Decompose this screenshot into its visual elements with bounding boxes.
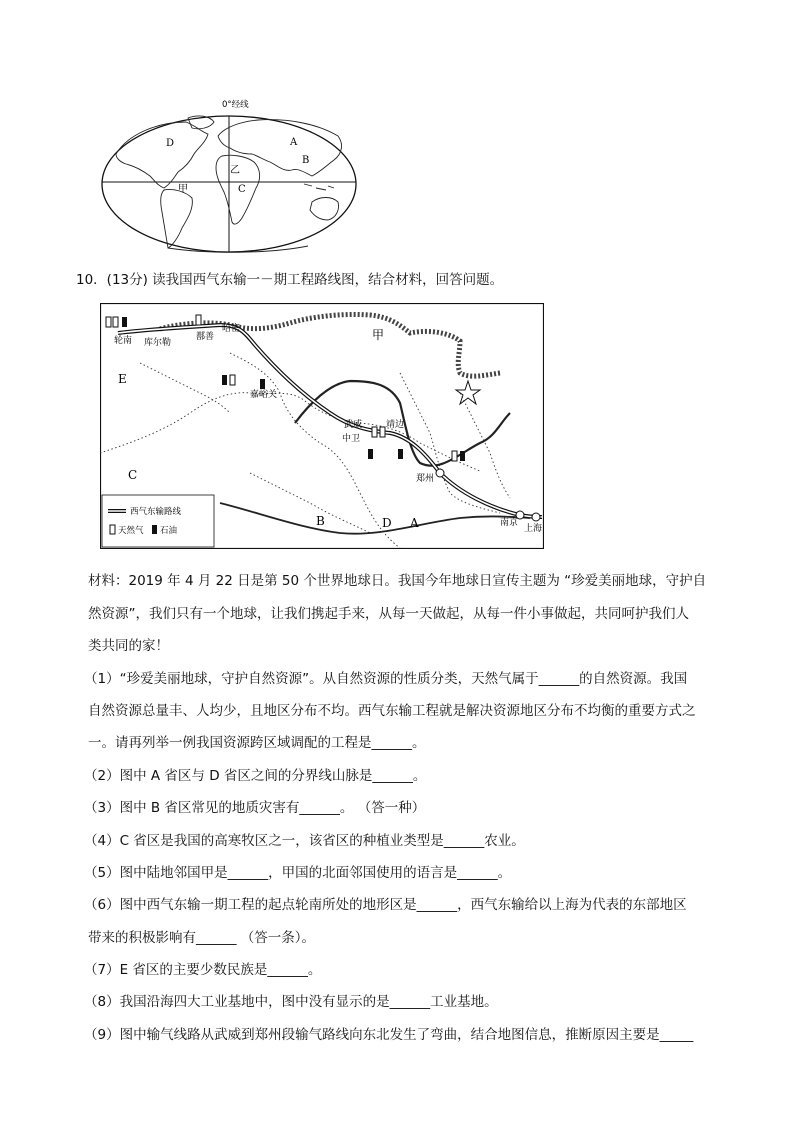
material-line: 类共同的家！ — [88, 638, 169, 654]
sub-question-line: （9）图中输气线路从武威到郑州段输气路线向东北发生了弯曲，结合地图信息，推断原因主要是_____ — [84, 1027, 694, 1043]
place-shanshan: 鄯善 — [196, 332, 215, 342]
legend-gas-label: 天然气 — [118, 526, 144, 536]
question-title: 10．(13分) 读我国西气东输一－期工程路线图，结合材料，回答问题。 — [76, 272, 504, 288]
region-label-E: E — [118, 372, 127, 386]
world-label-A: A — [290, 137, 298, 148]
place-jingbian: 靖边 — [386, 420, 405, 430]
region-label-A: A — [410, 516, 419, 530]
sub-question-line: （8）我国沿海四大工业基地中，图中没有显示的是______工业基地。 — [84, 994, 498, 1010]
place-zhengzhou: 郑州 — [416, 474, 435, 484]
place-nanjing: 南京 — [500, 518, 519, 528]
sub-question-line: （7）E 省区的主要少数民族是______。 — [84, 962, 322, 978]
region-label-jia: 甲 — [372, 328, 385, 342]
sub-question-line: 一。请再列举一例我国资源跨区域调配的工程是______。 — [88, 735, 426, 751]
sub-question-line: （5）图中陆地邻国甲是______，甲国的北面邻国使用的语言是______。 — [84, 865, 512, 881]
sub-question-line: （4）C 省区是我国的高寒牧区之一，该省区的种植业类型是______农业。 — [84, 833, 525, 849]
region-label-C: C — [128, 468, 138, 482]
sub-question-line: 自然资源总量丰、人均少，且地区分布不均。西气东输工程就是解决资源地区分布不均衡的重要方式之 — [88, 703, 696, 719]
world-label-C: C — [238, 184, 246, 195]
region-label-B: B — [316, 514, 325, 528]
map-legend — [102, 495, 214, 547]
place-korla: 库尔勒 — [144, 338, 172, 348]
place-shanghai: 上海 — [524, 524, 543, 534]
world-label-yi: 乙 — [230, 165, 240, 176]
city-dot — [532, 513, 540, 521]
material-line: 材料：2019 年 4 月 22 日是第 50 个世界地球日。我国今年地球日宣传主题为 “珍爱美丽地球，守护自 — [88, 573, 707, 589]
place-zhongwei: 中卫 — [342, 434, 361, 444]
world-label-D: D — [166, 138, 175, 149]
world-map — [98, 96, 360, 256]
legend-oil-label: 石油 — [160, 526, 178, 536]
place-wuwei: 武威 — [344, 420, 363, 430]
world-label-B: B — [302, 155, 310, 166]
pipeline-map — [100, 303, 544, 549]
world-label-jia: 甲 — [178, 184, 188, 195]
region-label-D: D — [382, 516, 392, 530]
legend-gas-icon — [110, 525, 115, 534]
legend-oil-icon — [152, 525, 157, 534]
meridian-label: 0°经线 — [222, 100, 249, 110]
sub-question-line: 带来的积极影响有______ （答一条）。 — [88, 930, 316, 946]
place-hami: 哈密 — [222, 324, 241, 334]
sub-question-line: （6）图中西气东输一期工程的起点轮南所处的地形区是______，西气东输给以上海为代表的东部地区 — [84, 897, 687, 913]
material-line: 然资源”，我们只有一个地球，让我们携起手来，从每一天做起，从每一件小事做起，共同呵护我们人 — [88, 606, 689, 622]
place-lunnan: 轮南 — [114, 336, 133, 346]
sub-question-line: （1）“珍爱美丽地球，守护自然资源”。从自然资源的性质分类，天然气属于______的自然资源。我国 — [84, 671, 688, 687]
sub-question-line: （2）图中 A 省区与 D 省区之间的分界线山脉是______。 — [84, 768, 427, 784]
city-dot — [436, 469, 444, 477]
legend-pipeline-label: 西气东输路线 — [130, 507, 182, 517]
place-jiayuguan: 嘉峪关 — [250, 390, 278, 400]
sub-question-line: （3）图中 B 省区常见的地质灾害有______。 （答一种） — [84, 800, 426, 816]
